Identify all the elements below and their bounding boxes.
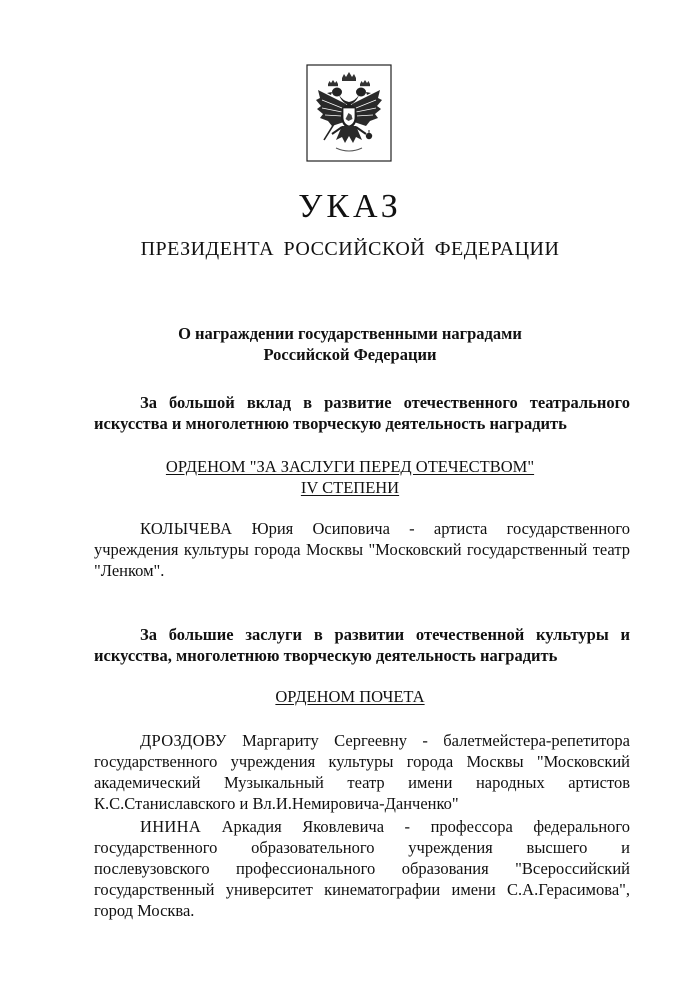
decree-subject [0, 323, 700, 365]
coat-of-arms-emblem [306, 64, 392, 162]
section-2-preamble: За большие заслуги в развитии отечественной культуры и искусства, многолетнюю творческую деятельность наградить [94, 625, 630, 665]
awardee-surname: ДРОЗДОВУ [140, 731, 227, 750]
awardee-paragraph [94, 518, 630, 581]
awardee-details: Аркадия Яковлевича - профессора федерального государственного образовательного учреждения высшего и послевузовского профессионального образования "Всероссийский государственный университет кинематографии имени С.А.Герасимова", город Москва. [94, 817, 631, 920]
section-2-order-line-1: ОРДЕНОМ ПОЧЕТА [275, 687, 425, 706]
section-1-order-title [0, 456, 700, 498]
section-2-order-title [0, 686, 700, 707]
section-1-order-line-2: IV СТЕПЕНИ [300, 478, 400, 497]
section-1-preamble: За большой вклад в развитие отечественного театрального искусства и многолетнюю творческую деятельность наградить [94, 393, 630, 433]
awardee-surname: ИНИНА [140, 817, 202, 836]
section-1-order-line-1: ОРДЕНОМ "ЗА ЗАСЛУГИ ПЕРЕД ОТЕЧЕСТВОМ" [165, 457, 535, 476]
decree-subject-line-2: Российской Федерации [263, 345, 437, 364]
awardee-details: Юрия Осиповича - артиста государственного учреждения культуры города Москвы "Московский государственный театр "Ленком". [94, 519, 631, 580]
document-title: УКАЗ [298, 188, 402, 225]
awardee-paragraph [94, 816, 630, 921]
awardee-surname: КОЛЫЧЕВА [140, 519, 233, 538]
document-subtitle: ПРЕЗИДЕНТА РОССИЙСКОЙ ФЕДЕРАЦИИ [140, 238, 560, 260]
awardee-details: Маргариту Сергеевну - балетмейстера-репетитора государственного учреждения культуры города Москвы "Московский академический Музыкальный театр имени народных артистов К.С.Станиславского и Вл.И.Немировича-Данченко" [94, 731, 631, 813]
decree-subject-line-1: О награждении государственными наградами [178, 324, 522, 343]
awardee-paragraph [94, 730, 630, 814]
